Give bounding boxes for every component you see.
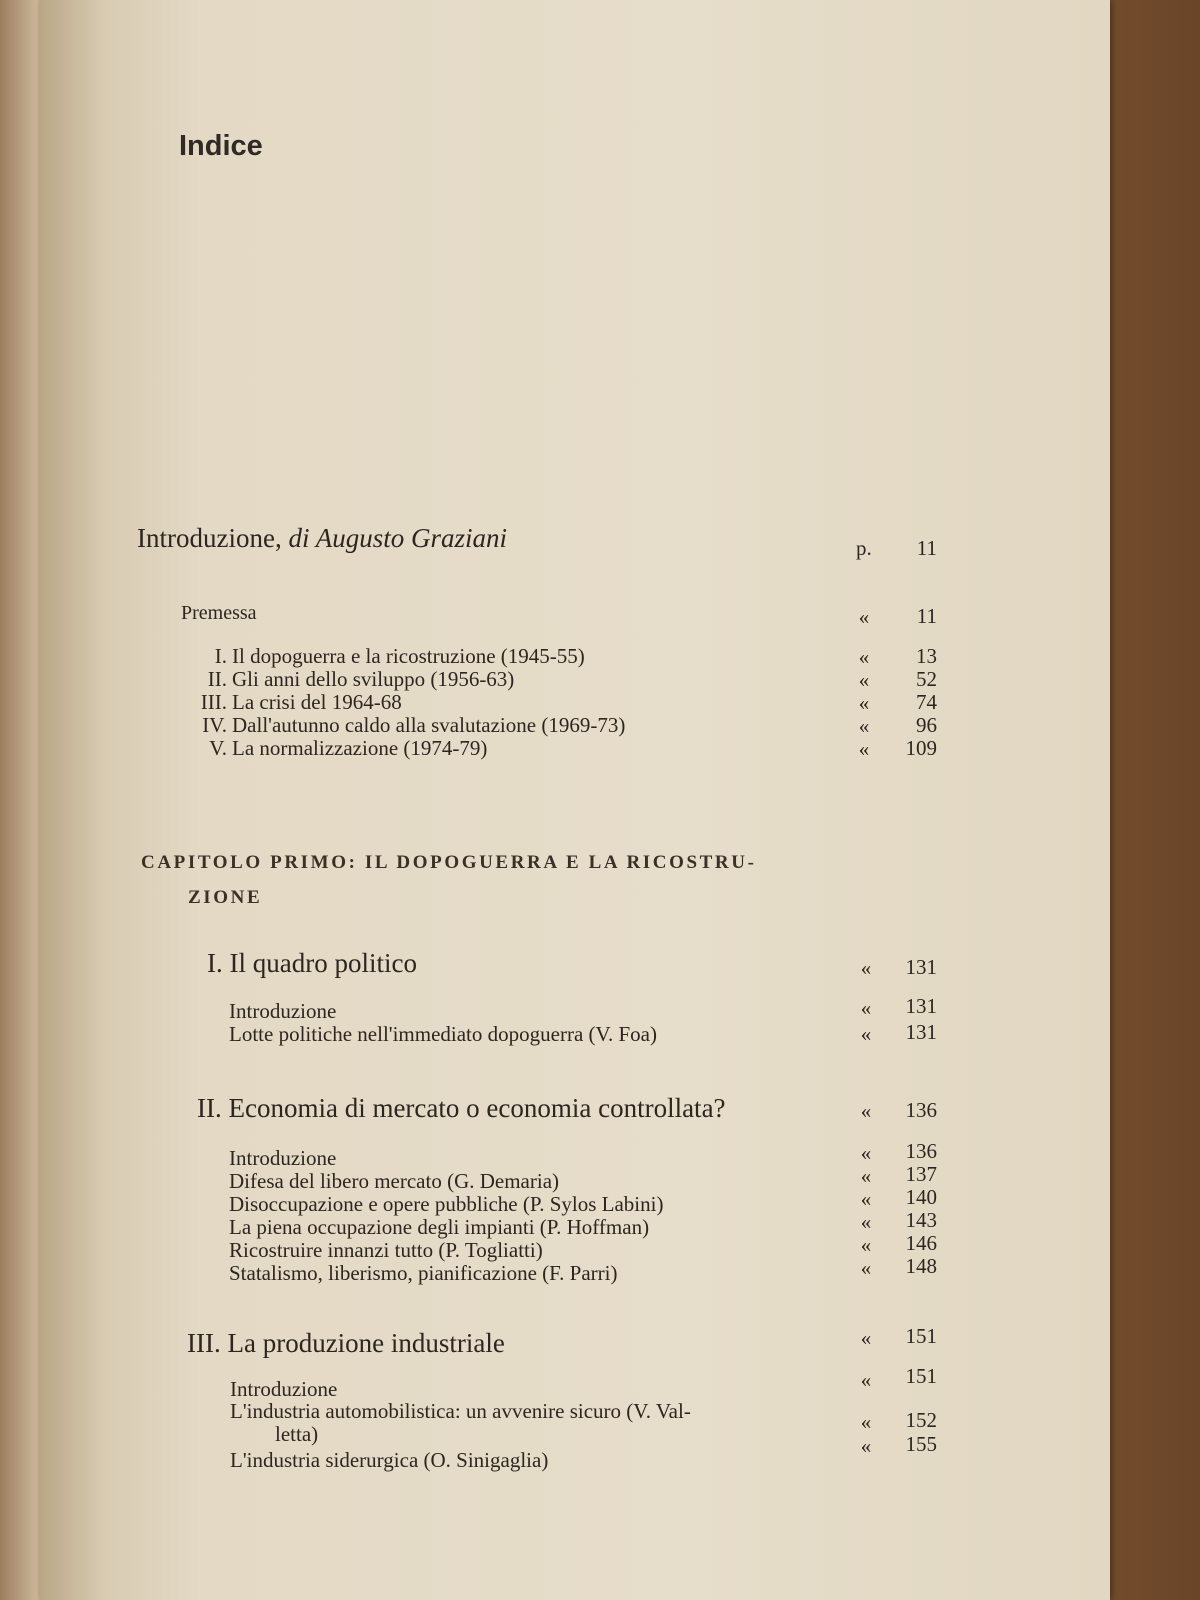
section-2-item-3-marker: « bbox=[860, 1187, 872, 1211]
book-page bbox=[40, 0, 1110, 1600]
intro-item-4-numeral: IV. bbox=[202, 713, 227, 737]
section-3-item-4-label: L'industria siderurgica (O. Sinigaglia) bbox=[230, 1448, 549, 1472]
section-2-item-1-page: 136 bbox=[905, 1139, 937, 1163]
intro-item-2-label: Gli anni dello sviluppo (1956-63) bbox=[232, 667, 515, 691]
section-2-item-6-marker: « bbox=[860, 1256, 872, 1280]
intro-text: Introduzione, bbox=[137, 523, 282, 553]
premessa-label: Premessa bbox=[181, 602, 257, 624]
chapter-heading-line1: CAPITOLO PRIMO: IL DOPOGUERRA E LA RICOSTRU- bbox=[141, 852, 757, 873]
section-2-item-3-page: 140 bbox=[905, 1185, 937, 1209]
section-2-page: 136 bbox=[905, 1098, 937, 1122]
section-2-heading: II. Economia di mercato o economia controllata? bbox=[197, 1093, 726, 1123]
premessa-marker: « bbox=[858, 605, 870, 629]
section-1-item-2-label: Lotte politiche nell'immediato dopoguerra (V. Foa) bbox=[229, 1022, 657, 1046]
chapter-heading-line2: ZIONE bbox=[188, 887, 263, 908]
section-1-item-1-page: 131 bbox=[905, 994, 937, 1018]
intro-item-5-marker: « bbox=[858, 737, 870, 761]
section-2-item-1-label: Introduzione bbox=[229, 1146, 337, 1170]
section-1-item-1-label: Introduzione bbox=[229, 999, 337, 1023]
section-2-item-4-page: 143 bbox=[905, 1208, 937, 1232]
section-2-item-4-marker: « bbox=[860, 1210, 872, 1234]
intro-item-1-numeral: I. bbox=[214, 644, 227, 668]
section-3-item-1-page: 151 bbox=[905, 1364, 937, 1388]
section-1-item-1-marker: « bbox=[860, 996, 872, 1020]
section-1-marker: « bbox=[860, 956, 872, 980]
section-3-item-3-label: letta) bbox=[275, 1422, 319, 1446]
intro-item-1-label: Il dopoguerra e la ricostruzione (1945-55) bbox=[232, 644, 585, 668]
section-3-marker: « bbox=[860, 1326, 872, 1350]
intro-line bbox=[137, 523, 507, 554]
intro-item-4-label: Dall'autunno caldo alla svalutazione (1969-73) bbox=[232, 713, 626, 737]
section-2-item-6-page: 148 bbox=[905, 1254, 937, 1278]
intro-item-3-label: La crisi del 1964-68 bbox=[232, 690, 402, 714]
intro-item-3-numeral: III. bbox=[200, 690, 227, 714]
intro-item-5-numeral: V. bbox=[209, 736, 227, 760]
section-3-page: 151 bbox=[905, 1324, 937, 1348]
section-3-item-1-label: Introduzione bbox=[230, 1377, 338, 1401]
intro-item-4-page: 96 bbox=[916, 713, 937, 737]
section-1-item-2-page: 131 bbox=[905, 1020, 937, 1044]
section-2-item-4-label: La piena occupazione degli impianti (P. Hoffman) bbox=[229, 1215, 650, 1239]
intro-item-5-page: 109 bbox=[905, 736, 937, 760]
section-2-item-5-marker: « bbox=[860, 1233, 872, 1257]
section-2-item-1-marker: « bbox=[860, 1141, 872, 1165]
section-1-item-2-marker: « bbox=[860, 1022, 872, 1046]
intro-item-2-page: 52 bbox=[916, 667, 937, 691]
section-3-heading: III. La produzione industriale bbox=[187, 1328, 505, 1358]
section-2-item-2-marker: « bbox=[860, 1164, 872, 1188]
section-3-item-2-label: L'industria automobilistica: un avvenire sicuro (V. Val- bbox=[230, 1399, 691, 1423]
section-3-item-3-marker: « bbox=[860, 1410, 872, 1434]
section-2-marker: « bbox=[860, 1099, 872, 1123]
intro-item-1-marker: « bbox=[858, 645, 870, 669]
section-2-item-3-label: Disoccupazione e opere pubbliche (P. Sylos Labini) bbox=[229, 1192, 664, 1216]
intro-author: di Augusto Graziani bbox=[288, 523, 507, 553]
page-title: Indice bbox=[179, 130, 263, 162]
section-2-item-5-page: 146 bbox=[905, 1231, 937, 1255]
section-3-item-3-page: 152 bbox=[905, 1408, 937, 1432]
intro-item-2-marker: « bbox=[858, 668, 870, 692]
intro-item-3-page: 74 bbox=[916, 690, 937, 714]
intro-item-2-numeral: II. bbox=[207, 667, 227, 691]
section-1-page: 131 bbox=[905, 955, 937, 979]
section-3-item-1-marker: « bbox=[860, 1368, 872, 1392]
section-3-item-4-page: 155 bbox=[905, 1432, 937, 1456]
section-1-heading: I. Il quadro politico bbox=[207, 948, 417, 978]
intro-item-5-label: La normalizzazione (1974-79) bbox=[232, 736, 488, 760]
intro-item-1-page: 13 bbox=[916, 644, 937, 668]
intro-page: 11 bbox=[916, 536, 937, 560]
premessa-page: 11 bbox=[916, 604, 937, 628]
section-2-item-2-label: Difesa del libero mercato (G. Demaria) bbox=[229, 1169, 560, 1193]
intro-marker: p. bbox=[856, 536, 872, 560]
intro-item-3-marker: « bbox=[858, 691, 870, 715]
intro-item-4-marker: « bbox=[858, 714, 870, 738]
section-2-item-2-page: 137 bbox=[905, 1162, 937, 1186]
section-2-item-5-label: Ricostruire innanzi tutto (P. Togliatti) bbox=[229, 1238, 543, 1262]
section-2-item-6-label: Statalismo, liberismo, pianificazione (F. Parri) bbox=[229, 1261, 618, 1285]
section-3-item-4-marker: « bbox=[860, 1434, 872, 1458]
